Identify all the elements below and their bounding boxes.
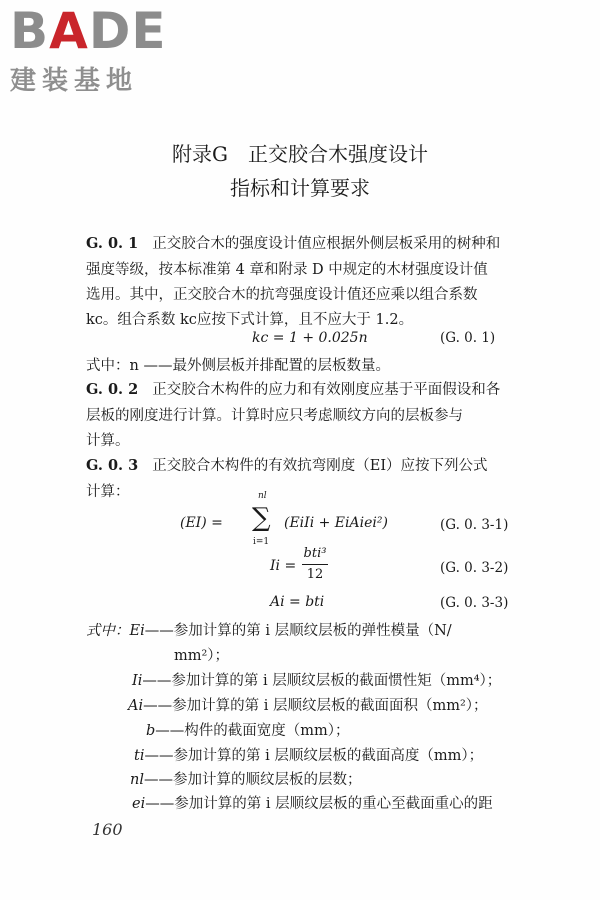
clause-g02-line3: 计算。 <box>86 433 130 449</box>
clause-g01-line4: kc。组合系数 kc应按下式计算，且不应大于 1.2。 <box>86 312 414 328</box>
definition-row: ei——参加计算的第 i 层顺纹层板的重心至截面重心的距 <box>132 796 493 812</box>
clause-g02-line1: G. 0. 2 正交胶合木构件的应力和有效刚度应基于平面假设和各 <box>86 381 501 398</box>
definition-row: b——构件的截面宽度（mm）； <box>146 723 350 739</box>
sum-upper-limit: nl <box>258 491 267 501</box>
clause-g02-line2: 层板的刚度进行计算。计算时应只考虑顺纹方向的层板参与 <box>86 408 463 424</box>
formula-number-g031: (G. 0. 3-1) <box>440 517 509 533</box>
where-g01: 式中：n ——最外侧层板并排配置的层板数量。 <box>86 358 390 374</box>
logo-subtitle: 建装基地 <box>10 66 139 96</box>
definition-row: mm²）； <box>174 648 230 664</box>
watermark-logo <box>10 2 190 96</box>
sum-lower-limit: i=1 <box>253 537 270 547</box>
formula-g031-right: (EiIi + EiAiei²) <box>284 515 388 531</box>
clause-g01-line2: 强度等级，按本标准第 4 章和附录 D 中规定的木材强度设计值 <box>86 262 488 278</box>
definition-row: ti——参加计算的第 i 层顺纹层板的截面高度（mm）； <box>134 748 484 764</box>
formula-number-g01: (G. 0. 1) <box>440 330 496 346</box>
clause-g01-line3: 选用。其中，正交胶合木的抗弯强度设计值还应乘以组合系数 <box>86 287 478 303</box>
definition-row: Ai——参加计算的第 i 层顺纹层板的截面面积（mm²）； <box>128 698 488 714</box>
formula-g01: kc = 1 + 0.025n <box>252 330 368 346</box>
definition-row: nl——参加计算的顺纹层板的层数； <box>130 772 362 788</box>
formula-g032-numerator: bti³ <box>303 546 327 561</box>
formula-number-g033: (G. 0. 3-3) <box>440 595 509 611</box>
formula-g032-denominator: 12 <box>306 567 324 582</box>
formula-g031-left: (EI) = <box>180 515 223 531</box>
formula-number-g032: (G. 0. 3-2) <box>440 560 509 576</box>
fraction-bar <box>302 564 328 565</box>
formula-g033: Ai = bti <box>270 594 325 610</box>
page-number: 160 <box>92 820 123 839</box>
clause-number: G. 0. 1 <box>86 235 139 252</box>
appendix-title-line1: 附录G 正交胶合木强度设计 <box>172 142 428 166</box>
logo-wordmark: BADE <box>10 2 167 60</box>
clause-g03-line1: G. 0. 3 正交胶合木构件的有效抗弯刚度（EI）应按下列公式 <box>86 457 488 474</box>
definition-row: 式中：Ei——参加计算的第 i 层顺纹层板的弹性模量（N/ <box>86 623 452 639</box>
summation-sign: ∑ <box>252 503 271 533</box>
formula-g032-left: Ii = <box>270 558 297 574</box>
clause-g03-line2: 计算： <box>86 484 130 500</box>
clause-number: G. 0. 2 <box>86 381 139 398</box>
clause-g01-line1: G. 0. 1 正交胶合木的强度设计值应根据外侧层板采用的树种和 <box>86 235 501 252</box>
definition-row: Ii——参加计算的第 i 层顺纹层板的截面惯性矩（mm⁴）； <box>132 673 502 689</box>
clause-number: G. 0. 3 <box>86 457 139 474</box>
appendix-title-line2: 指标和计算要求 <box>230 176 370 200</box>
